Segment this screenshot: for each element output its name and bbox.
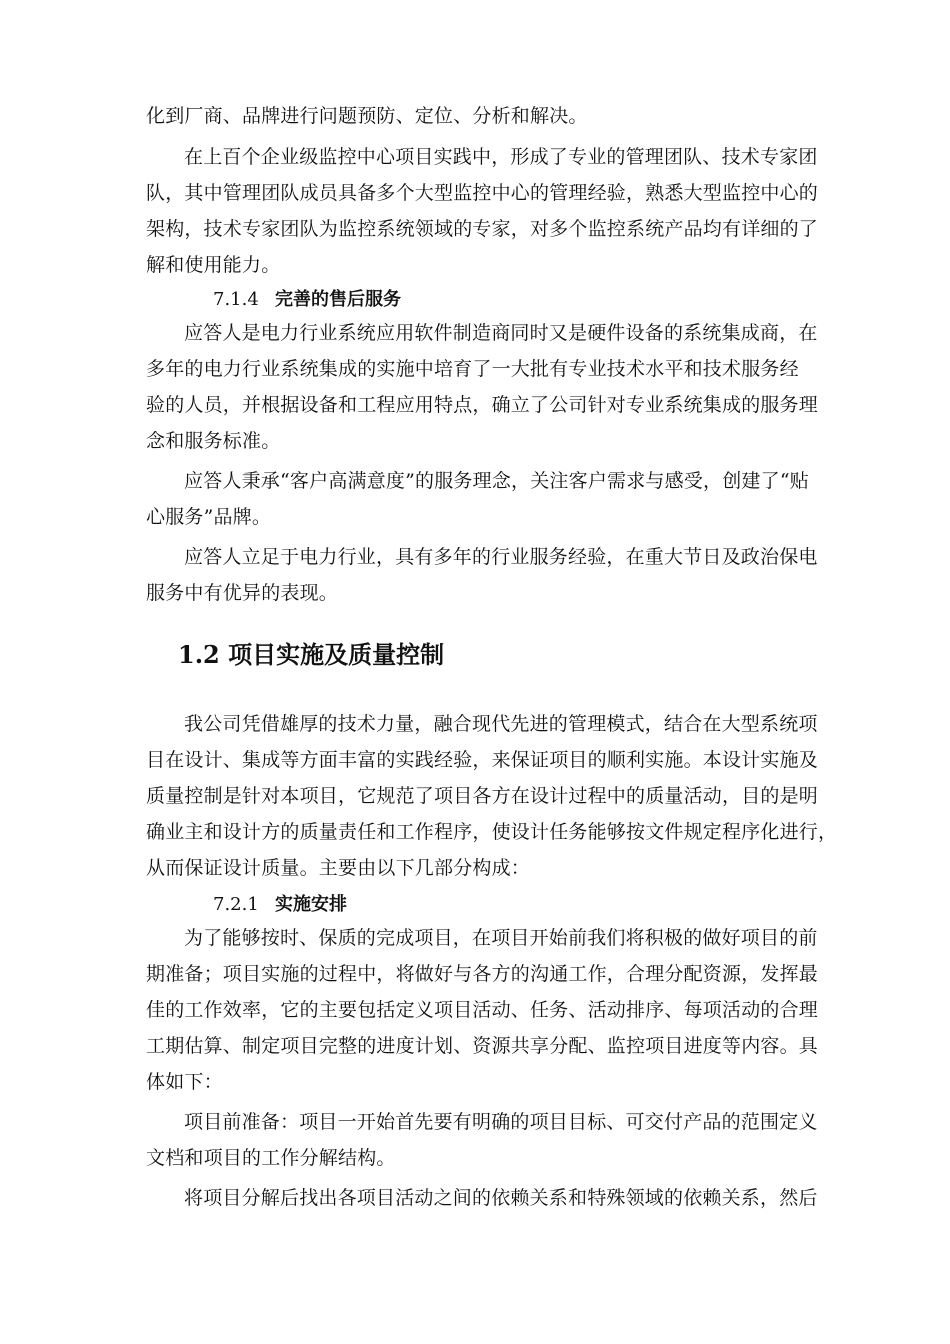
paragraph-line: 工期估算、制定项目完整的进度计划、资源共享分配、监控项目进度等内容。具 xyxy=(146,1035,819,1057)
paragraph-line: 在上百个企业级监控中心项目实践中，形成了专业的管理团队、技术专家团 xyxy=(184,146,818,168)
paragraph-line: 应答人立足于电力行业，具有多年的行业服务经验，在重大节日及政治保电 xyxy=(184,546,818,568)
section-heading-7-1-4 xyxy=(213,288,401,312)
paragraph-line: 质量控制是针对本项目，它规范了项目各方在设计过程中的质量活动，目的是明 xyxy=(146,785,819,807)
section-number: 7.2.1 xyxy=(213,894,259,915)
paragraph-line: 确业主和设计方的质量责任和工作程序，使设计任务能够按文件规定程序化进行， xyxy=(146,821,838,843)
paragraph-line: 架构，技术专家团队为监控系统领域的专家，对多个监控系统产品均有详细的了 xyxy=(146,218,819,240)
paragraph-line: 解和使用能力。 xyxy=(146,254,281,276)
paragraph-line: 为了能够按时、保质的完成项目，在项目开始前我们将积极的做好项目的前 xyxy=(184,927,818,949)
paragraph-line: 验的人员，并根据设备和工程应用特点，确立了公司针对专业系统集成的服务理 xyxy=(146,394,819,416)
paragraph-line: 我公司凭借雄厚的技术力量，融合现代先进的管理模式，结合在大型系统项 xyxy=(184,713,818,735)
paragraph-line: 期准备；项目实施的过程中，将做好与各方的沟通工作，合理分配资源，发挥最 xyxy=(146,963,819,985)
paragraph-line: 化到厂商、品牌进行问题预防、定位、分析和解决。 xyxy=(146,105,588,127)
paragraph-line: 佳的工作效率，它的主要包括定义项目活动、任务、活动排序、每项活动的合理 xyxy=(146,999,819,1021)
paragraph-line: 心服务”品牌。 xyxy=(146,506,272,528)
paragraph-line: 将项目分解后找出各项目活动之间的依赖关系和特殊领域的依赖关系，然后 xyxy=(184,1187,818,1209)
paragraph-line: 应答人秉承“客户高满意度”的服务理念，关注客户需求与感受，创建了“贴 xyxy=(184,470,809,492)
section-title: 完善的售后服务 xyxy=(275,289,401,310)
paragraph-line: 念和服务标准。 xyxy=(146,430,281,452)
paragraph-line: 文档和项目的工作分解结构。 xyxy=(146,1147,396,1169)
section-title: 实施安排 xyxy=(275,894,347,915)
paragraph-line: 目在设计、集成等方面丰富的实践经验，来保证项目的顺利实施。本设计实施及 xyxy=(146,749,819,771)
section-heading-7-2-1 xyxy=(213,893,347,917)
section-number: 7.1.4 xyxy=(213,289,259,310)
paragraph-line: 从而保证设计质量。主要由以下几部分构成： xyxy=(146,857,531,879)
paragraph-line: 应答人是电力行业系统应用软件制造商同时又是硬件设备的系统集成商，在 xyxy=(184,322,818,344)
paragraph-line: 体如下： xyxy=(146,1071,223,1093)
paragraph-line: 多年的电力行业系统集成的实施中培育了一大批有专业技术水平和技术服务经 xyxy=(146,358,799,380)
paragraph-line: 服务中有优异的表现。 xyxy=(146,582,339,604)
paragraph-line: 队，其中管理团队成员具备多个大型监控中心的管理经验，熟悉大型监控中心的 xyxy=(146,182,819,204)
section-heading-1-2: 1.2 项目实施及质量控制 xyxy=(178,640,445,669)
paragraph-line: 项目前准备：项目一开始首先要有明确的项目目标、可交付产品的范围定义 xyxy=(184,1111,818,1133)
